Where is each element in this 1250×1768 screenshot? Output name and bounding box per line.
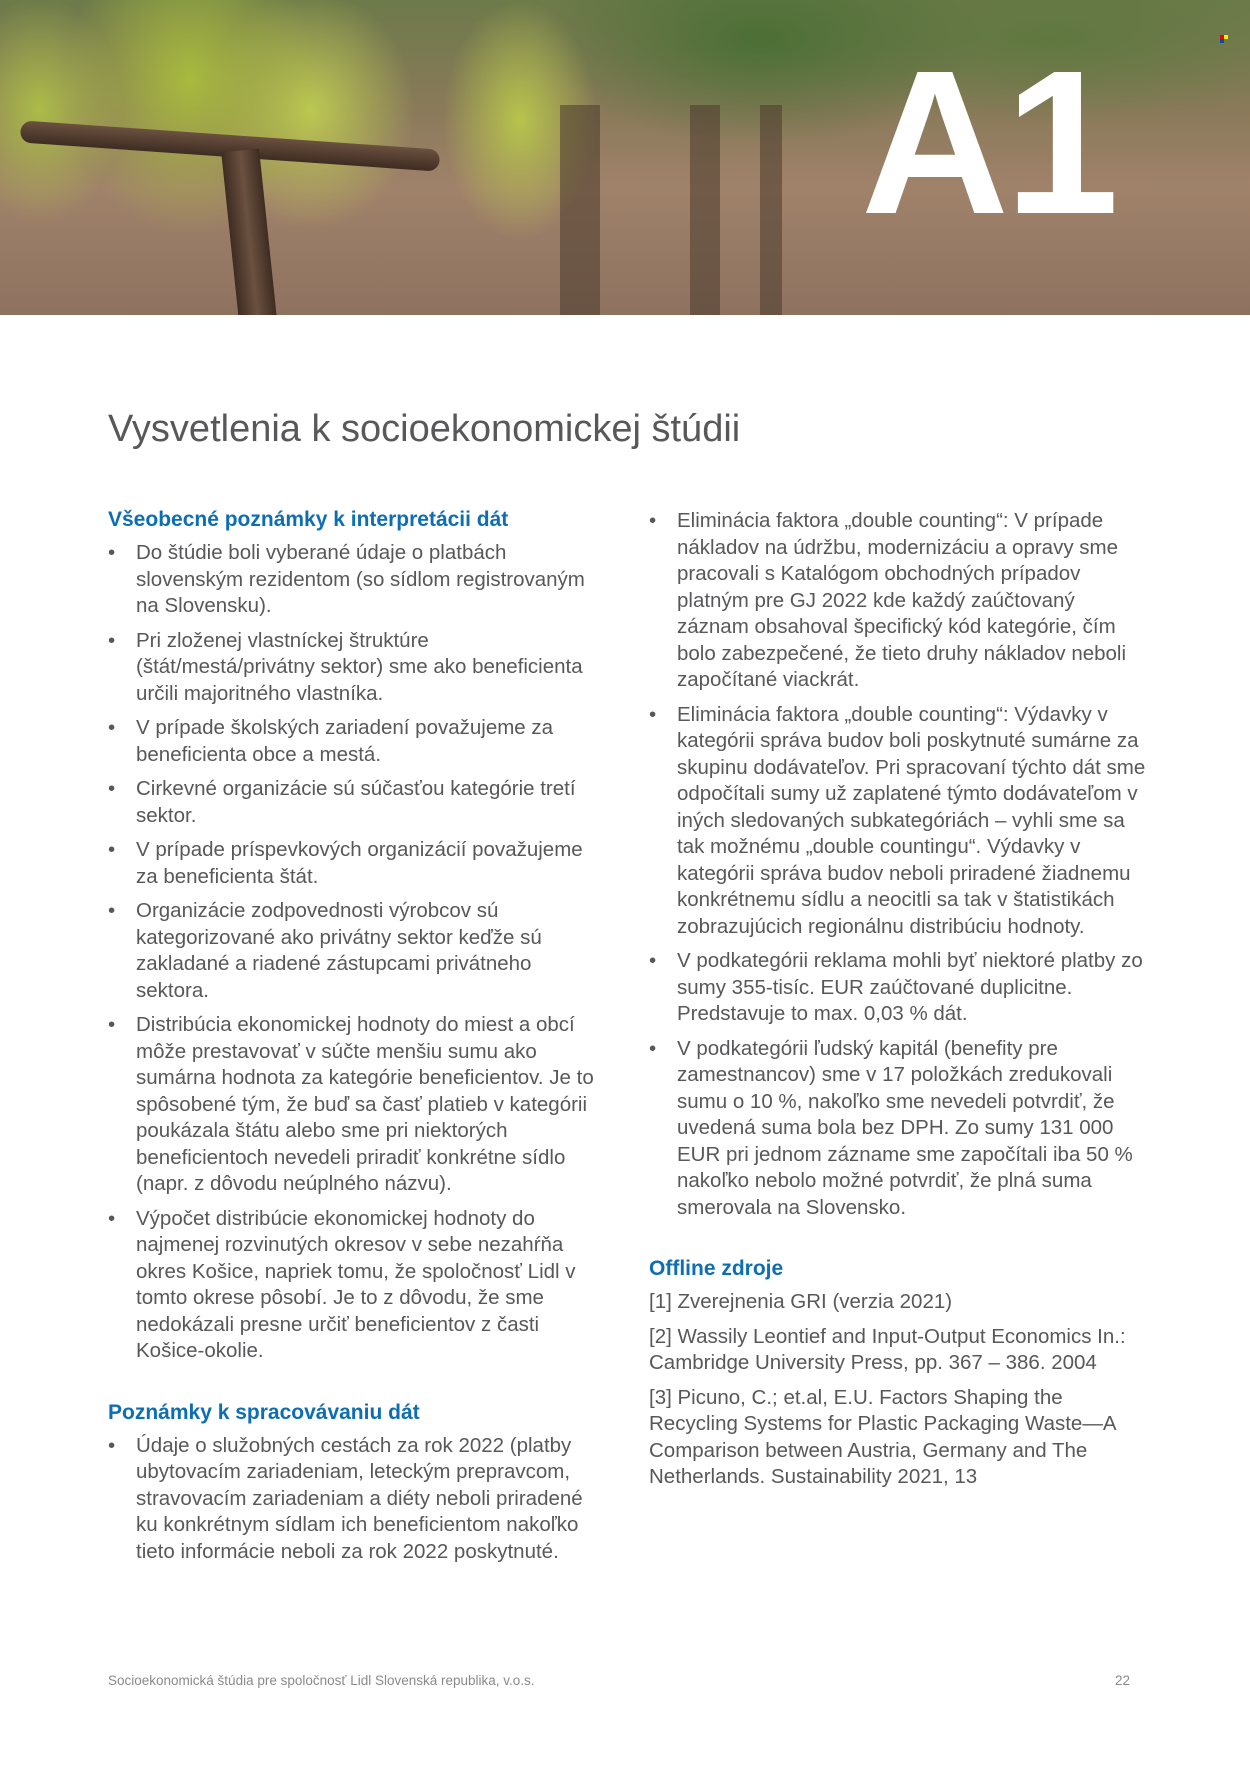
left-column [108,508,598,1573]
list-item: • V prípade školských zariadení považujeme za beneficienta obce a mestá. [108,715,598,768]
list-item: • Distribúcia ekonomickej hodnoty do miest a obcí môže prestavovať v súčte menšiu sumu ako sumárna hodnota za kategórie beneficientov. Je to spôsobené tým, že buď sa časť platieb v kategórii poukázala štátu alebo sme pri niektorých beneficientoch nevedeli priradiť konkrétne sídlo (napr. z dôvodu neúplného názvu). [108,1012,598,1198]
list-item: • Do štúdie boli vyberané údaje o platbách slovenským rezidentom (so sídlom registrovaným na Slovensku). [108,540,598,620]
reference-item: [2] Wassily Leontief and Input-Output Economics In.: Cambridge University Press, pp. 367 – 386. 2004 [649,1324,1126,1374]
hero-image [0,0,1250,315]
list-item: • V prípade príspevkových organizácií považujeme za beneficienta štát. [108,837,598,890]
vineyard-row [760,105,782,315]
right-column [649,508,1149,1499]
list-item: • Eliminácia faktora „double counting“: V prípade nákladov na údržbu, modernizáciu a opravy sme pracovali s Katalógom obchodných prípadov platným pre GJ 2022 kde každý zaúčtovaný záznam obsahoval špecifický kód kategórie, čím bolo zabezpečené, že tieto druhy nákladov neboli započítané viackrát. [649,508,1149,694]
reference-item: [1] Zverejnenia GRI (verzia 2021) [649,1290,953,1313]
brand-logo-icon [1220,35,1228,43]
list-item: • Cirkevné organizácie sú súčasťou kategórie tretí sektor. [108,776,598,829]
chapter-label: A1 [860,28,1115,257]
list-item: • Údaje o služobných cestách za rok 2022 (platby ubytovacím zariadeniam, leteckým prepravcom, stravovacím zariadeniam a diéty neboli priradené ku konkrétnym sídlam ich beneficientom nakoľko tieto informácie neboli za rok 2022 poskytnuté. [108,1433,598,1566]
section-heading-offline-sources: Offline zdroje [649,1257,784,1280]
general-notes-list [108,540,598,1365]
data-processing-list [108,1433,598,1566]
list-item: • V podkategórii reklama mohli byť niektoré platby zo sumy 355-tisíc. EUR zaúčtované duplicitne. Predstavuje to max. 0,03 % dát. [649,948,1149,1028]
footer-document-title: Socioekonomická štúdia pre spoločnosť Lidl Slovenská republika, v.o.s. [108,1673,535,1688]
list-item: • V podkategórii ľudský kapitál (benefity pre zamestnancov) sme v 17 položkách zredukovali sumu o 10 %, nakoľko sme nevedeli potvrdiť, že uvedená suma bola bez DPH. Zo sumy 131 000 EUR pri jednom zázname sme započítali iba 50 % nakoľko nebolo možné potvrdiť, že plná suma smerovala na Slovensko. [649,1036,1149,1222]
section-heading-general-notes: Všeobecné poznámky k interpretácii dát [108,508,509,531]
reference-item: [3] Picuno, C.; et.al, E.U. Factors Shaping the Recycling Systems for Plastic Packaging Waste—A Comparison between Austria, Germany and The Netherlands. Sustainability 2021, 13 [649,1385,1116,1488]
list-item: • Výpočet distribúcie ekonomickej hodnoty do najmenej rozvinutých okresov v sebe nezahŕňa okres Košice, napriek tomu, že spoločnosť Lidl v tomto okrese pôsobí. Je to z dôvodu, že sme nedokázali presne určiť beneficientov z časti Košice-okolie. [108,1206,598,1365]
vineyard-row [690,105,720,315]
list-item: • Eliminácia faktora „double counting“: Výdavky v kategórii správa budov boli poskytnuté sumárne za skupinu dodávateľov. Pri spracovaní týchto dát sme odpočítali sumy už zaplatené týmto dodávateľom v iných sledovaných subkategóriách – vyhli sme sa tak možnému „double countingu“. Výdavky v kategórii správa budov neboli priradené žiadnemu konkrétnemu sídlu a neocitli sa tak v štatistikách zobrazujúcich regionálnu distribúciu hodnoty. [649,702,1149,941]
section-heading-data-processing: Poznámky k spracovávaniu dát [108,1400,420,1424]
page-number: 22 [1114,1673,1130,1688]
page-title: Vysvetlenia k socioekonomickej štúdii [108,408,741,450]
vineyard-row [560,105,600,315]
list-item: • Pri zloženej vlastníckej štruktúre (štát/mestá/privátny sektor) sme ako beneficienta určili majoritného vlastníka. [108,628,598,708]
list-item: • Organizácie zodpovednosti výrobcov sú kategorizované ako privátny sektor keďže sú zakladané a riadené zástupcami privátneho sektora. [108,898,598,1004]
data-processing-list-continued [649,508,1149,1221]
vine-trunk [221,148,277,315]
